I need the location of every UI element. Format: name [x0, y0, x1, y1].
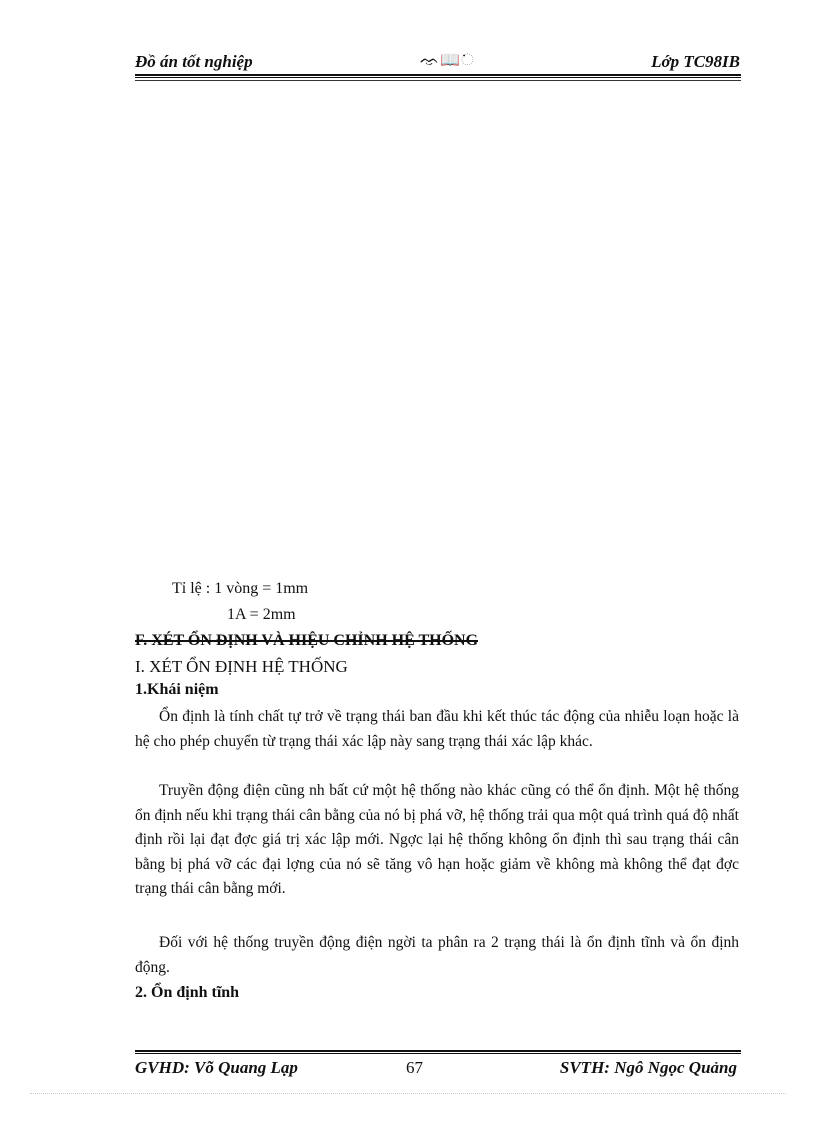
page-footer [135, 1058, 740, 1080]
page-header [135, 50, 740, 74]
paragraph-1: Ổn định là tính chất tự trở về trạng thái ban đầu khi kết thúc tác động của nhiễu loạn hoặc là hệ cho phép chuyển từ trạng thái xác lập này sang trạng thái xác lập khác. [135, 708, 739, 750]
page-bottom-dotted-line [30, 1093, 786, 1094]
book-ornament-icon: ᨎ📖ᨗ [420, 52, 475, 69]
header-class-name: Lớp TC98IB [651, 52, 740, 71]
subsection-heading-1: 1.Khái niệm [135, 681, 219, 698]
subsection-heading-2: 2. Ổn định tĩnh [135, 984, 240, 1001]
scale-line-2: 1A = 2mm [227, 606, 296, 623]
scale-line-1: Tỉ lệ : 1 vòng = 1mm [172, 580, 309, 597]
header-rule-thin [135, 80, 741, 81]
footer-rule [135, 1050, 741, 1054]
page-number: 67 [406, 1058, 423, 1077]
paragraph-2: Truyền động điện cũng nh bất cứ một hệ thống nào khác cũng có thể ổn định. Một hệ thống ổn định nếu khi trạng thái cân bằng của nó bị phá vỡ, hệ thống trải qua một quá trình quá độ nhất định rồi lại đạt đợc giá trị xác lập mới. Ngợc lại hệ thống không ổn định thì sau trạng thái cân bằng bị phá vỡ các đại lợng của nó sẽ tăng vô hạn hoặc giảm về không mà không thể đạt đợc trạng thái cân bằng mới. [135, 782, 739, 897]
header-project-title: Đồ án tốt nghiệp [135, 52, 253, 71]
paragraph-3: Đối với hệ thống truyền động điện ngời ta phân ra 2 trạng thái là ổn định tĩnh và ổn định động. [135, 934, 739, 976]
header-rule [135, 74, 741, 78]
section-heading-i: I. XÉT ỔN ĐỊNH HỆ THỐNG [135, 657, 348, 676]
footer-student: SVTH: Ngô Ngọc Quảng [559, 1058, 737, 1077]
footer-supervisor: GVHD: Võ Quang Lạp [135, 1058, 298, 1077]
section-heading-f: F. XÉT ỔN ĐỊNH VÀ HIỆU CHỈNH HỆ THỐNG [135, 632, 479, 649]
